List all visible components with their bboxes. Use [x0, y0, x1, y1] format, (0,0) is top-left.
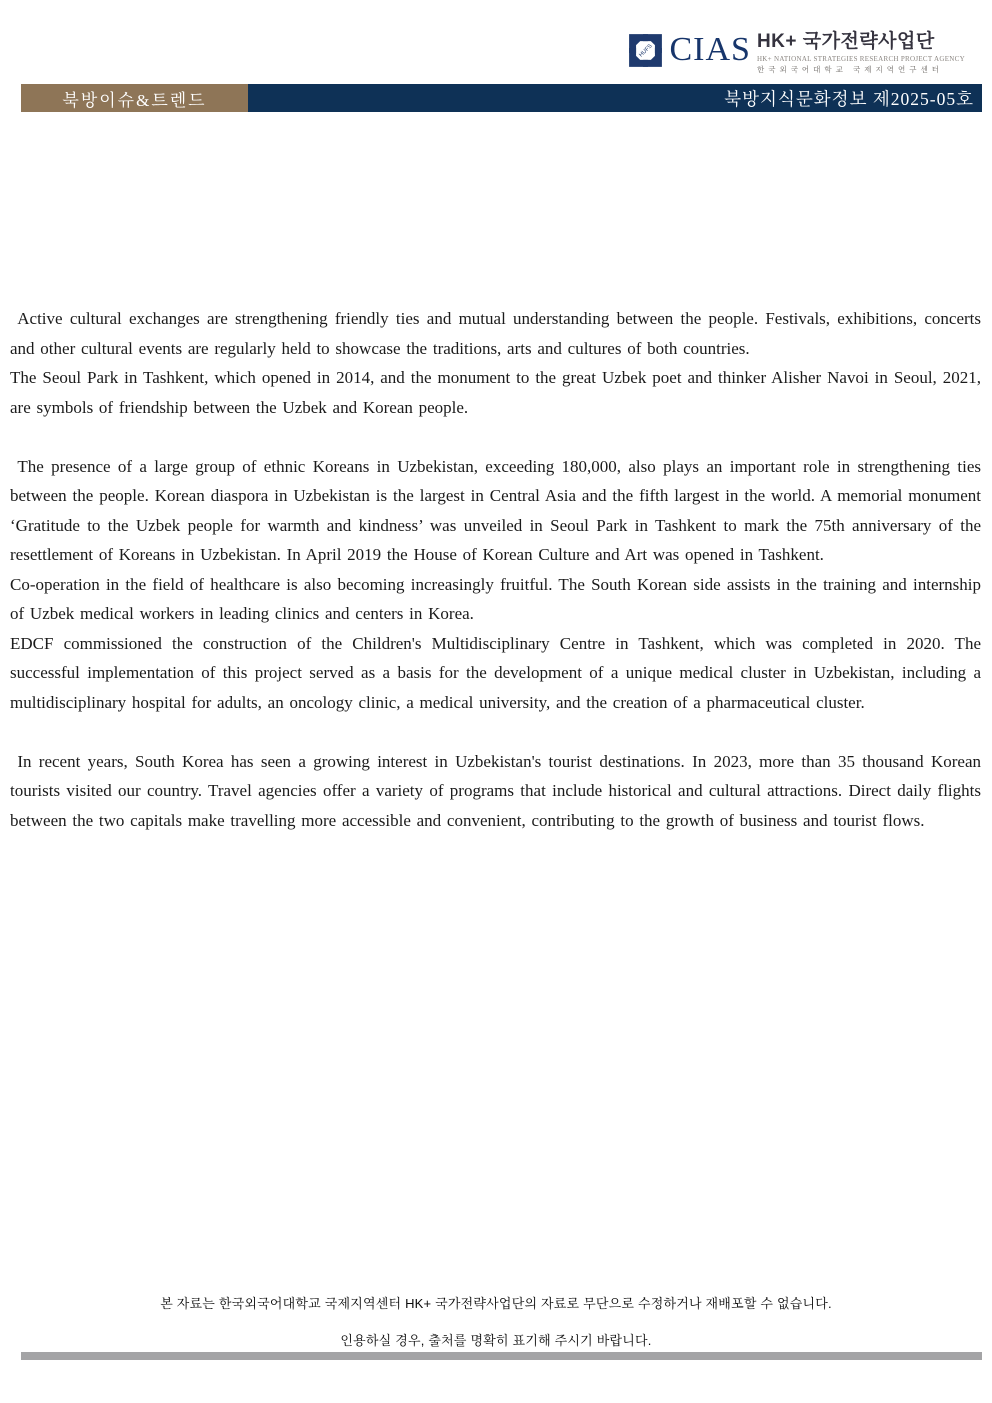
article-body [10, 304, 981, 835]
footer-divider [21, 1352, 982, 1360]
section-label: 북방이슈&트렌드 [21, 84, 248, 112]
paragraph [10, 717, 981, 747]
cias-pinwheel-icon [625, 30, 666, 71]
logo-titles [757, 31, 965, 74]
logo [625, 29, 965, 74]
paragraph: The Seoul Park in Tashkent, which opened in 2014, and the monument to the great Uzbek poet and thinker Alisher Navoi in Seoul, 2021, are symbols of friendship between the Uzbek and Korean people. [10, 368, 981, 417]
logo-title: HK+ 국가전략사업단 [756, 31, 935, 52]
header-bar [21, 84, 982, 112]
logo-icon-text: HUFS [638, 43, 655, 59]
paragraph [10, 422, 981, 452]
paragraph: Co-operation in the field of healthcare is also becoming increasingly fruitful. The South Korean side assists in the training and internship of Uzbek medical workers in leading clinics and centers in Korea. [10, 574, 981, 623]
paragraph: The presence of a large group of ethnic Koreans in Uzbekistan, exceeding 180,000, also plays an important role in strengthening ties between the people. Korean diaspora in Uzbekistan is the largest in Central Asia and the fifth largest in the world. A memorial monument ‘Gratitude to the Uzbek people for warmth and kindness’ was unveiled in Seoul Park in Tashkent to mark the 75th anniversary of the resettlement of Koreans in Uzbekistan. In April 2019 the House of Korean Culture and Art was opened in Tashkent. [10, 456, 981, 564]
issue-label: 북방지식문화정보 제2025-05호 [248, 84, 982, 112]
paragraph: In recent years, South Korea has seen a growing interest in Uzbekistan's tourist destinations. In 2023, more than 35 thousand Korean tourists visited our country. Travel agencies offer a variety of programs that include historical and cultural attractions. Direct daily flights between the two capitals make travelling more accessible and convenient, contributing to the growth of business and tourist flows. [10, 751, 981, 830]
paragraph: Active cultural exchanges are strengthening friendly ties and mutual understanding between the people. Festivals, exhibitions, concerts and other cultural events are regularly held to showcase the traditions, arts and cultures of both countries. [10, 309, 981, 358]
paragraph: EDCF commissioned the construction of the Children's Multidisciplinary Centre in Tashkent, which was completed in 2020. The successful implementation of this project served as a basis for the development of a unique medical cluster in Uzbekistan, including a multidisciplinary hospital for adults, an oncology clinic, a medical university, and the creation of a pharmaceutical cluster. [10, 633, 981, 712]
footer-notice: 본 자료는 한국외국어대학교 국제지역센터 HK+ 국가전략사업단의 자료로 무단으로 수정하거나 재배포할 수 없습니다. [160, 1296, 832, 1311]
logo-subtitle-en: HK+ NATIONAL STRATEGIES RESEARCH PROJECT AGENCY [756, 55, 965, 63]
logo-cias-text: CIAS [669, 31, 751, 68]
logo-subtitle-ko: 한국외국어대학교 국제지역연구센터 [756, 65, 943, 74]
footer-citation-note: 인용하실 경우, 출처를 명확히 표기해 주시기 바랍니다. [340, 1333, 652, 1348]
